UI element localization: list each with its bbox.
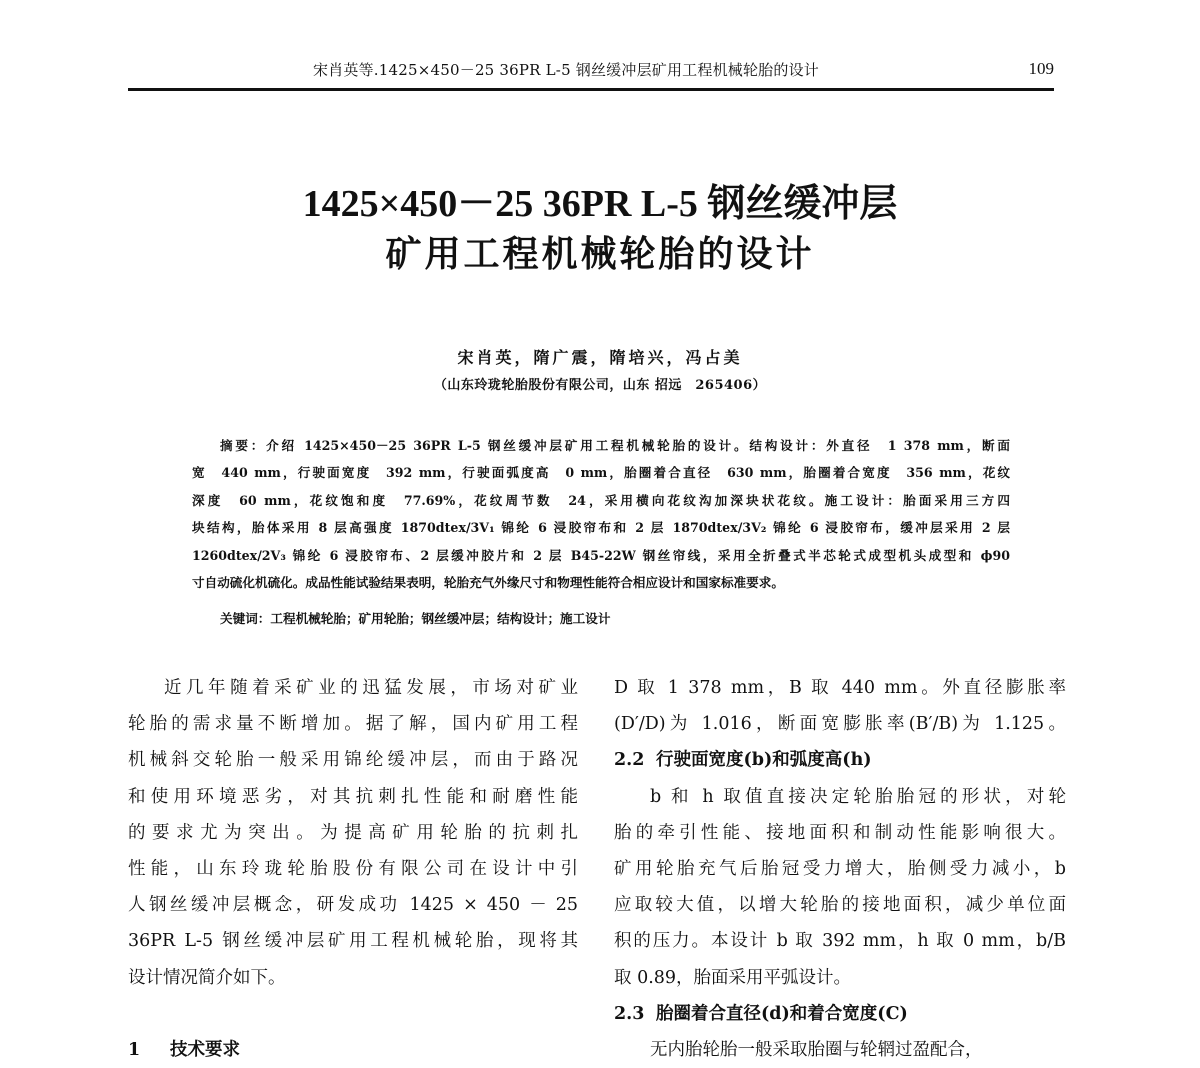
abstract-line: 寸自动硫化机硫化。成品性能试验结果表明，轮胎充气外缘尺寸和物理性能符合相应设计和国家标准要求。: [192, 574, 784, 590]
body-line: 胎的牵引性能、接地面积和制动性能影响很大。: [614, 822, 1066, 843]
affiliation: （山东玲珑轮胎股份有限公司，山东 招远 265406）: [433, 378, 767, 393]
section-title: 胎圈着合直径(d)和着合宽度(C): [656, 1003, 908, 1024]
abstract-line: 1260dtex/2V₃ 锦纶 6 浸胶帘布、2 层缓冲胶片和 2 层 B45-22W 钢丝帘线，采用全折叠式半芯轮式成型机头成型和 ϕ90: [192, 547, 1010, 563]
section-gap: [128, 996, 578, 1032]
body-line: 性能，山东玲珑轮胎股份有限公司在设计中引: [128, 858, 578, 879]
body-line: b 和 h 取值直接决定轮胎胎冠的形状，对轮: [650, 786, 1066, 807]
section-heading-2-2: [614, 742, 1066, 778]
body-line: (D′/D)为 1.016，断面宽膨胀率(B′/B)为 1.125。: [614, 714, 1066, 735]
body-line: 轮胎的需求量不断增加。据了解，国内矿用工程: [128, 714, 578, 735]
section-number: 1: [128, 1039, 141, 1060]
body-line: D 取 1 378 mm，B 取 440 mm。外直径膨胀率: [614, 678, 1066, 698]
section-number: 2.3: [614, 1003, 645, 1024]
running-header: [128, 56, 1054, 84]
abstract-line: 块结构，胎体采用 8 层高强度 1870dtex/3V₁ 锦纶 6 浸胶帘布和 2 层 1870dtex/3V₂ 锦纶 6 浸胶帘布，缓冲层采用 2 层: [192, 520, 1010, 536]
body-line: 机械斜交轮胎一般采用锦纶缓冲层，而由于路况: [128, 750, 578, 771]
running-header-title: 宋肖英等.1425×450－25 36PR L-5 钢丝缓冲层矿用工程机械轮胎的设计: [313, 61, 819, 79]
body-line: 的要求尤为突出。为提高矿用轮胎的抗刺扎: [128, 822, 578, 843]
body-line: 矿用轮胎充气后胎冠受力增大，胎侧受力减小，b: [614, 858, 1066, 879]
header-rule: [128, 88, 1054, 91]
body-line: 人钢丝缓冲层概念，研发成功 1425 × 450 － 25: [128, 895, 578, 916]
section-heading-2-3: [614, 996, 1066, 1032]
body-line: 设计情况简介如下。: [128, 967, 286, 988]
section-number: 2.2: [614, 750, 645, 771]
body-line: 和使用环境恶劣，对其抗刺扎性能和耐磨性能: [128, 786, 578, 807]
page-number: 109: [1028, 59, 1054, 78]
paper-title-line-2: 矿用工程机械轮胎的设计: [385, 234, 815, 275]
body-line: 积的压力。本设计 b 取 392 mm，h 取 0 mm，b/B: [614, 931, 1066, 952]
section-title: 行驶面宽度(b)和弧度高(h): [656, 750, 872, 771]
body-line: 应取较大值，以增大轮胎的接地面积，减少单位面: [614, 895, 1066, 916]
abstract: [192, 432, 1010, 596]
keywords: 关键词：工程机械轮胎；矿用轮胎；钢丝缓冲层；结构设计；施工设计: [220, 611, 611, 626]
abstract-line: 摘要：介绍 1425×450－25 36PR L-5 钢丝缓冲层矿用工程机械轮胎的设计。结构设计：外直径 1 378 mm，断面: [220, 438, 1010, 453]
paper-title-line-1: 1425×450－25 36PR L-5 钢丝缓冲层: [302, 183, 898, 225]
body-line: 无内胎轮胎一般采取胎圈与轮辋过盈配合，: [650, 1039, 983, 1060]
body-line: 取 0.89，胎面采用平弧设计。: [614, 967, 852, 988]
abstract-line: 宽 440 mm，行驶面宽度 392 mm，行驶面弧度高 0 mm，胎圈着合直径 630 mm，胎圈着合宽度 356 mm，花纹: [192, 465, 1010, 481]
section-title: 技术要求: [170, 1039, 240, 1060]
left-column: [128, 670, 578, 1068]
right-column: [614, 670, 1066, 1068]
body-line: 近几年随着采矿业的迅猛发展，市场对矿业: [164, 678, 578, 698]
body-line: 36PR L-5 钢丝缓冲层矿用工程机械轮胎，现将其: [128, 931, 578, 952]
abstract-line: 深度 60 mm，花纹饱和度 77.69%，花纹周节数 24，采用横向花纹沟加深块状花纹。施工设计：胎面采用三方四: [192, 492, 1010, 508]
section-heading-1: [128, 1032, 578, 1068]
authors: 宋肖英，隋广震，隋培兴，冯占美: [457, 348, 743, 367]
